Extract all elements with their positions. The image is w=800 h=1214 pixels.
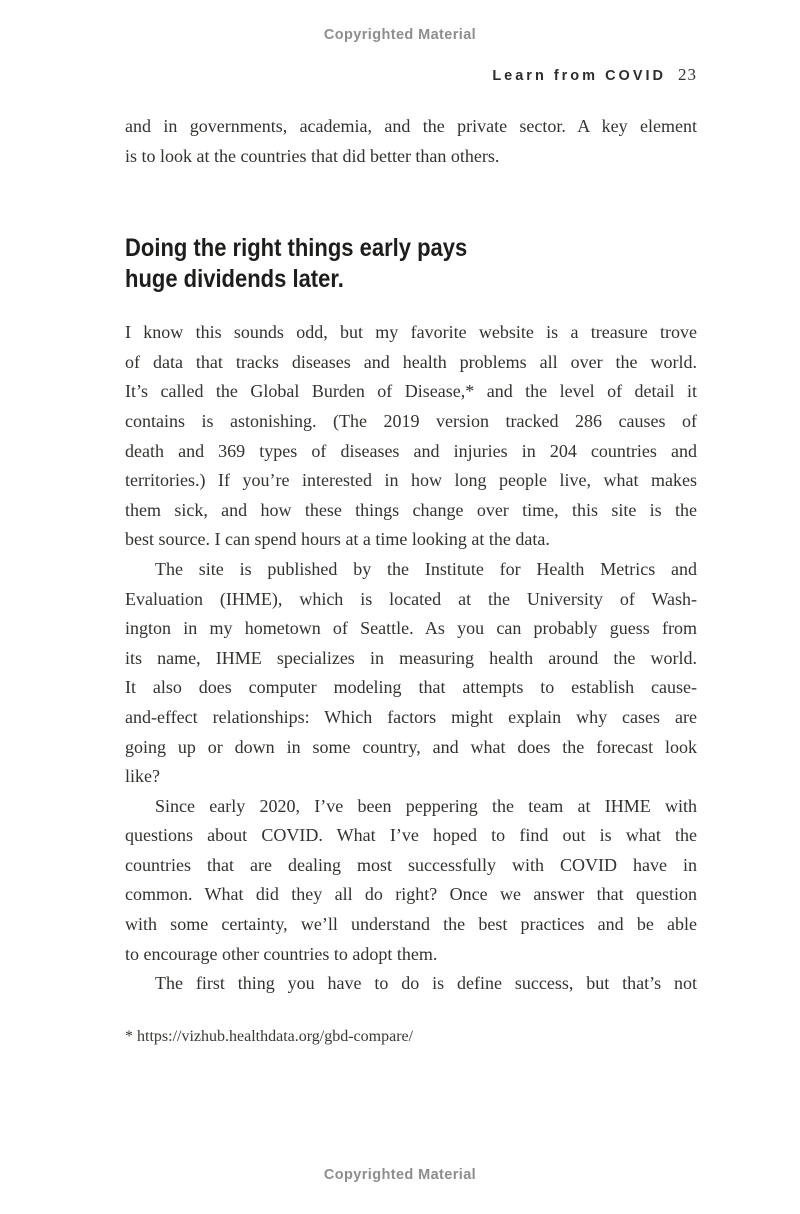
body-line: contains is astonishing. (The 2019 version tracked 286 causes of <box>125 410 697 431</box>
body-line: is to look at the countries that did better than others. <box>125 145 500 166</box>
body-line: them sick, and how these things change over time, this site is the <box>125 499 697 520</box>
body-line: its name, IHME specializes in measuring health around the world. <box>125 647 697 668</box>
body-line: common. What did they all do right? Once we answer that question <box>125 884 697 905</box>
paragraph <box>125 792 697 970</box>
body-line: territories.) If you’re interested in how long people live, what makes <box>125 470 697 491</box>
body-line: of data that tracks diseases and health problems all over the world. <box>125 351 697 372</box>
body-line: It also does computer modeling that attempts to establish cause- <box>125 677 697 698</box>
body-line: It’s called the Global Burden of Disease,* and the level of detail it <box>125 381 697 402</box>
page-number: 23 <box>678 65 697 84</box>
section-heading-line-2: huge dividends later. <box>125 265 344 294</box>
paragraph <box>125 318 697 555</box>
body-line: death and 369 types of diseases and injuries in 204 countries and <box>125 440 697 461</box>
running-head <box>125 65 697 85</box>
running-head-title: Learn from COVID <box>492 68 666 84</box>
body-line: and in governments, academia, and the private sector. A key element <box>125 116 697 136</box>
paragraph-continuation <box>125 112 697 171</box>
body-line: going up or down in some country, and what does the forecast look <box>125 736 697 757</box>
body-line: with some certainty, we’ll understand the best practices and be able <box>125 914 697 935</box>
copyright-notice-top: Copyrighted Material <box>323 27 477 43</box>
body-line: and-effect relationships: Which factors might explain why cases are <box>125 706 697 727</box>
body-line: I know this sounds odd, but my favorite website is a treasure trove <box>125 322 697 343</box>
body-line: ington in my hometown of Seattle. As you can probably guess from <box>125 618 697 639</box>
body-line: to encourage other countries to adopt them. <box>125 943 438 964</box>
body-line: like? <box>125 766 160 787</box>
body-line: countries that are dealing most successfully with COVID have in <box>125 854 697 875</box>
body-line: The site is published by the Institute for Health Metrics and <box>155 558 697 579</box>
section-heading <box>125 233 697 295</box>
body-line: best source. I can spend hours at a time looking at the data. <box>125 529 550 550</box>
body-line: Since early 2020, I’ve been peppering the team at IHME with <box>155 795 697 816</box>
body-line: The first thing you have to do is define success, but that’s not <box>155 973 697 994</box>
footnote: * https://vizhub.healthdata.org/gbd-compare/ <box>125 1027 414 1045</box>
paragraph <box>125 969 697 999</box>
copyright-notice-bottom: Copyrighted Material <box>323 1167 477 1183</box>
paragraph <box>125 555 697 792</box>
section-heading-line-1: Doing the right things early pays <box>125 234 468 263</box>
body-line: Evaluation (IHME), which is located at the University of Wash- <box>125 588 697 609</box>
body-line: questions about COVID. What I’ve hoped to find out is what the <box>125 825 697 846</box>
page-body <box>125 112 697 1048</box>
